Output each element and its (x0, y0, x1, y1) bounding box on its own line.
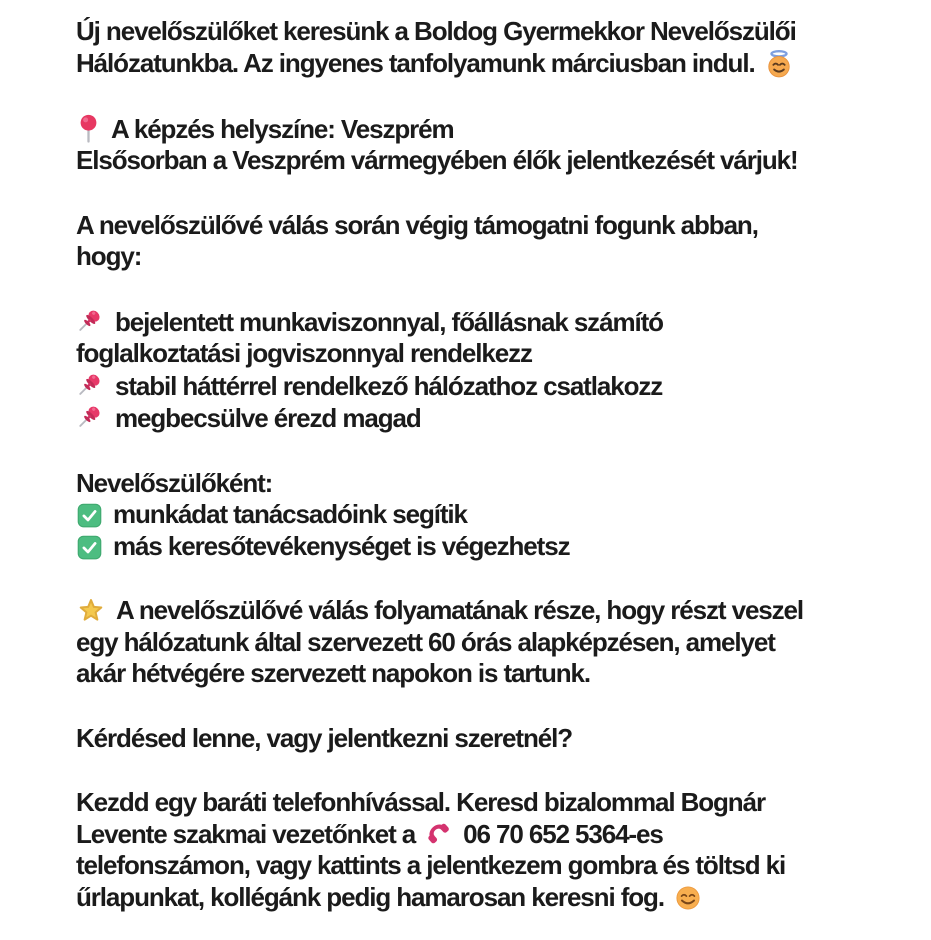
intro-line-1: Új nevelőszülőket keresünk a Boldog Gyermekkor Nevelőszülői (76, 16, 796, 46)
round-pushpin-icon (76, 113, 101, 144)
requirement-3: megbecsülve érezd magad (115, 403, 421, 433)
requirement-1b: foglalkoztatási jogviszonnyal rendelkezz (76, 338, 532, 368)
text-line (76, 145, 875, 177)
text-line (76, 850, 875, 882)
training-line-1: A nevelőszülővé válás folyamatának része, hogy részt veszel (116, 595, 804, 625)
text-line (76, 627, 875, 659)
benefit-1: munkádat tanácsadóink segítik (113, 499, 467, 529)
training-line-3: akár hétvégére szervezett napokon is tartunk. (76, 658, 591, 688)
support-line-2: hogy: (76, 241, 142, 271)
pushpin-icon (76, 306, 105, 337)
location-line: A képzés helyszíne: Veszprém (111, 113, 454, 144)
contact-line-2a: Levente szakmai vezetőnket a (76, 818, 416, 849)
requirement-1a: bejelentett munkaviszonnyal, főállásnak számító (115, 306, 663, 337)
text-line (76, 48, 875, 80)
text-line (76, 113, 875, 146)
text-line (76, 787, 875, 819)
text-line (76, 241, 875, 273)
star-icon (76, 595, 106, 625)
text-line (76, 468, 875, 500)
text-line (76, 16, 875, 48)
check-mark-icon (76, 502, 103, 529)
benefit-2: más keresőtevékenységet is végezhetsz (113, 530, 570, 561)
list-item (76, 370, 875, 403)
contact-line-3: telefonszámon, vagy kattints a jelentkezem gombra és töltsd ki (76, 850, 786, 880)
paragraph-contact (76, 787, 875, 914)
training-line-2: egy hálózatunk által szervezett 60 órás alapképzésen, amelyet (76, 626, 775, 657)
pushpin-icon (76, 402, 105, 433)
paragraph-location (76, 113, 875, 177)
text-line (76, 819, 875, 851)
text-line (76, 882, 875, 914)
intro-line-2: Hálózatunkba. Az ingyenes tanfolyamunk márciusban indul. (76, 47, 755, 78)
text-line (76, 658, 875, 690)
check-mark-icon (76, 534, 103, 561)
paragraph-support (76, 210, 875, 273)
question-line: Kérdésed lenne, vagy jelentkezni szeretnél? (76, 722, 573, 753)
paragraph-benefits (76, 468, 875, 563)
paragraph-question (76, 723, 875, 755)
text-line (76, 210, 875, 242)
list-item (76, 338, 875, 370)
list-item (76, 402, 875, 435)
text-line (76, 595, 875, 627)
phone-icon (424, 819, 454, 849)
contact-line-1: Kezdd egy baráti telefonhívással. Keresd bizalommal Bognár (76, 787, 765, 817)
halo-face-icon (763, 48, 795, 80)
phone-number: 06 70 652 5364-es (463, 818, 663, 849)
text-line (76, 723, 875, 755)
smiley-face-icon (672, 882, 704, 914)
benefits-heading: Nevelőszülőként: (76, 467, 273, 498)
requirement-2: stabil háttérrel rendelkező hálózathoz csatlakozz (115, 370, 663, 401)
list-item (76, 531, 875, 563)
pushpin-icon (76, 370, 105, 401)
list-item (76, 306, 875, 339)
location-note: Elsősorban a Veszprém vármegyében élők jelentkezését várjuk! (76, 145, 798, 175)
paragraph-requirements (76, 306, 875, 435)
paragraph-intro (76, 16, 875, 80)
paragraph-training (76, 595, 875, 690)
list-item (76, 499, 875, 531)
support-line-1: A nevelőszülővé válás során végig támogatni fogunk abban, (76, 209, 758, 240)
contact-line-4: űrlapunkat, kollégánk pedig hamarosan keresni fog. (76, 881, 664, 912)
